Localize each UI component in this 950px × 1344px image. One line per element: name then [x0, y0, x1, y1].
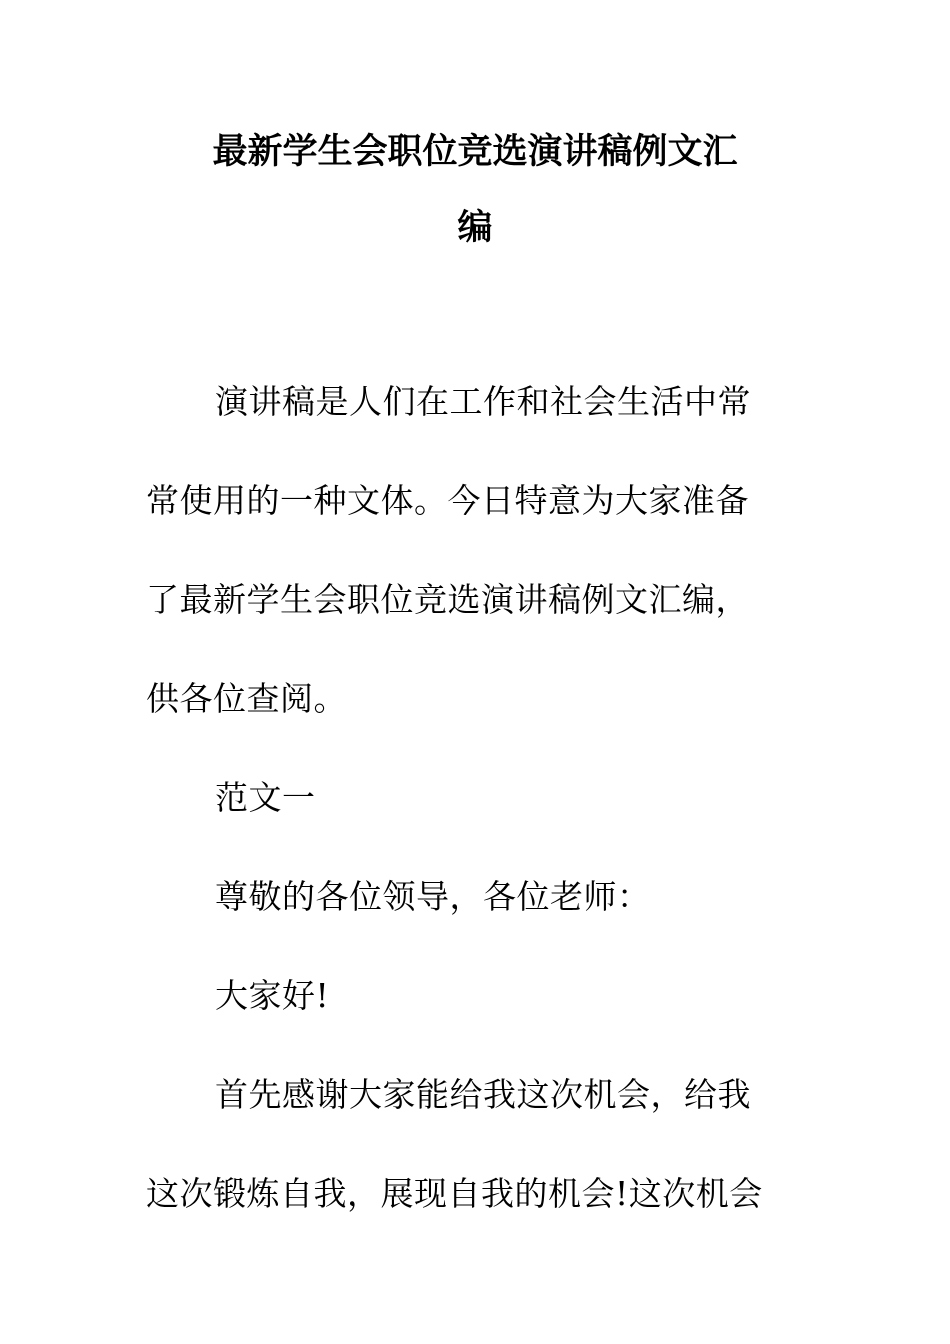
salutation: 尊敬的各位领导，各位老师：: [215, 877, 651, 916]
greeting: 大家好!: [215, 976, 330, 1015]
section-label: 范文一: [215, 778, 316, 817]
paragraph-line: 演讲稿是人们在工作和社会生活中常: [215, 382, 751, 421]
paragraph-line: 了最新学生会职位竞选演讲稿例文汇编，: [146, 580, 749, 619]
paragraph-line: 首先感谢大家能给我这次机会，给我: [215, 1075, 751, 1114]
paragraph-line: 这次锻炼自我，展现自我的机会!这次机会: [146, 1174, 763, 1213]
paragraph-line: 供各位查阅。: [146, 679, 347, 718]
paragraph-line: 常使用的一种文体。今日特意为大家准备: [146, 481, 749, 520]
document-title-line-2: 编: [457, 208, 493, 248]
document-title-line-1: 最新学生会职位竞选演讲稿例文汇: [212, 132, 738, 172]
